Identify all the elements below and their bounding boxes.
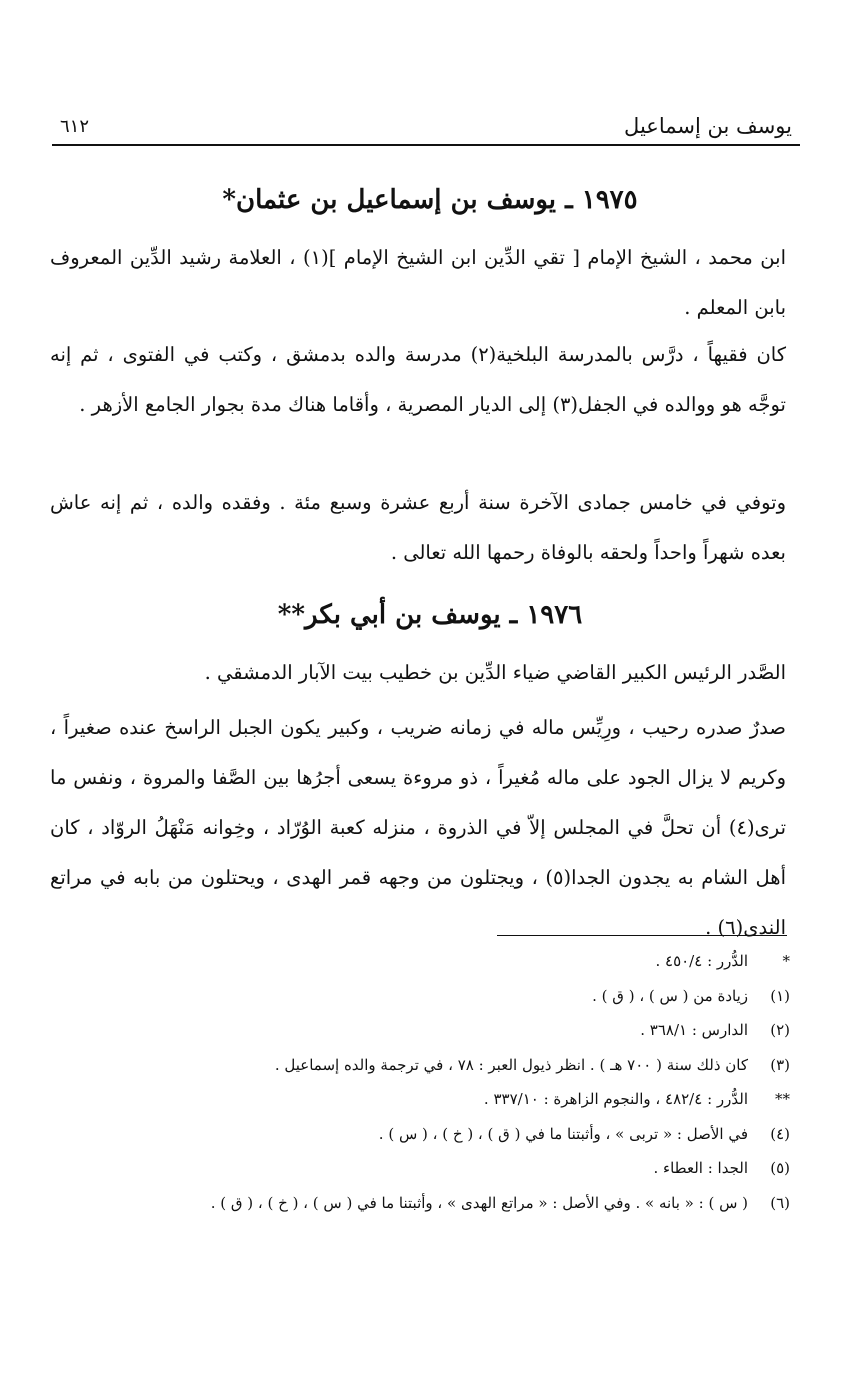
paragraph-text: ابن محمد ، الشيخ الإمام [ تقي الدِّين ابن الشيخ الإمام ](١) ، العلامة رشيد الدِّين المعروف بابن المعلم .	[50, 246, 786, 319]
running-title: يوسف بن إسماعيل	[624, 114, 792, 138]
footnote-item	[100, 1151, 790, 1186]
footnote-item	[100, 1117, 790, 1152]
footnote-text: الدُّرر : ٤٥٠/٤ .	[655, 952, 748, 970]
footnote-mark: (١)	[770, 986, 790, 1005]
footnote-text: في الأصل : « تربى » ، وأثبتنا ما في ( ق ) ، ( خ ) ، ( س ) .	[378, 1124, 748, 1143]
footnotes-list	[100, 944, 790, 1220]
paragraph-text: الصَّدر الرئيس الكبير القاضي ضياء الدِّين بن خطيب بيت الآبار الدمشقي .	[204, 661, 786, 684]
paragraph-text: وتوفي في خامس جمادى الآخرة سنة أربع عشرة وسبع مئة . وفقده والده ، ثم إنه عاش بعده شهراً واحداً ولحقه بالوفاة رحمها الله تعالى .	[50, 491, 786, 564]
footnote-mark: (٤)	[770, 1124, 790, 1143]
footnote-mark: *	[782, 952, 790, 970]
page-header	[52, 104, 800, 146]
entry-1975-paragraph-1	[50, 233, 786, 333]
entry-title-1975: ١٩٧٥ ـ يوسف بن إسماعيل بن عثمان*	[222, 185, 638, 215]
footnote-item	[100, 1186, 790, 1221]
footnote-mark: (٣)	[770, 1055, 790, 1074]
entry-1976-paragraph-2	[50, 703, 786, 953]
footnote-mark: (٦)	[770, 1193, 790, 1212]
footnote-text: الدارس : ٣٦٨/١ .	[640, 1021, 748, 1039]
footnote-mark: (٥)	[770, 1159, 790, 1177]
page-number: ٦١٢	[60, 116, 90, 137]
paragraph-text: صدرٌ صدره رحيب ، ورِيِّس ماله في زمانه ضريب ، وكبير يكون الجبل الراسخ عنده صغيراً ، وكريم لا يزال الجود على ماله مُغيراً ، ذو مروءة يسعى أجرُها بين الصَّفا والمروة ، ونفس ما ترى(٤) أن تحلَّ في المجلس إلاّ في الذروة ، منزله كعبة الوُرّاد ، وخِوانه مَنْهَلُ الروّاد ، كان أهل الشام به يجدون الجدا(٥) ، ويجتلون من وجهه قمر الهدى ، ويحتلون من بابه في مراتع الندى(٦) .	[50, 716, 786, 939]
footnote-mark: (٢)	[770, 1021, 790, 1039]
entry-title-1976: ١٩٧٦ ـ يوسف بن أبي بكر**	[277, 600, 583, 630]
paragraph-text: كان فقيهاً ، درَّس بالمدرسة البلخية(٢) مدرسة والده بدمشق ، وكتب في الفتوى ، ثم إنه توجَّه هو ووالده في الجفل(٣) إلى الديار المصرية ، وأقاما هناك مدة بجوار الجامع الأزهر .	[50, 343, 786, 416]
footnote-text: الدُّرر : ٤٨٢/٤ ، والنجوم الزاهرة : ٣٣٧/١٠ .	[483, 1090, 748, 1108]
footnote-item	[100, 1013, 790, 1048]
entry-1975-paragraph-3	[50, 478, 786, 578]
footnote-text: زيادة من ( س ) ، ( ق ) .	[592, 986, 748, 1005]
footnote-mark: **	[775, 1090, 790, 1108]
entry-1975-paragraph-2	[50, 330, 786, 430]
footnote-text: ( س ) : « بانه » . وفي الأصل : « مراتع الهدى » ، وأثبتنا ما في ( س ) ، ( خ ) ، ( ق ) .	[210, 1193, 748, 1212]
footnote-text: الجدا : العطاء .	[653, 1159, 748, 1177]
entry-1976-paragraph-1	[50, 648, 786, 698]
footnote-separator	[497, 935, 787, 936]
footnote-item	[100, 944, 790, 979]
footnote-text: كان ذلك سنة ( ٧٠٠ هـ ) . انظر ذيول العبر : ٧٨ ، في ترجمة والده إسماعيل .	[274, 1055, 748, 1074]
footnote-item	[100, 1048, 790, 1083]
footnote-item	[100, 979, 790, 1014]
footnote-item	[100, 1082, 790, 1117]
